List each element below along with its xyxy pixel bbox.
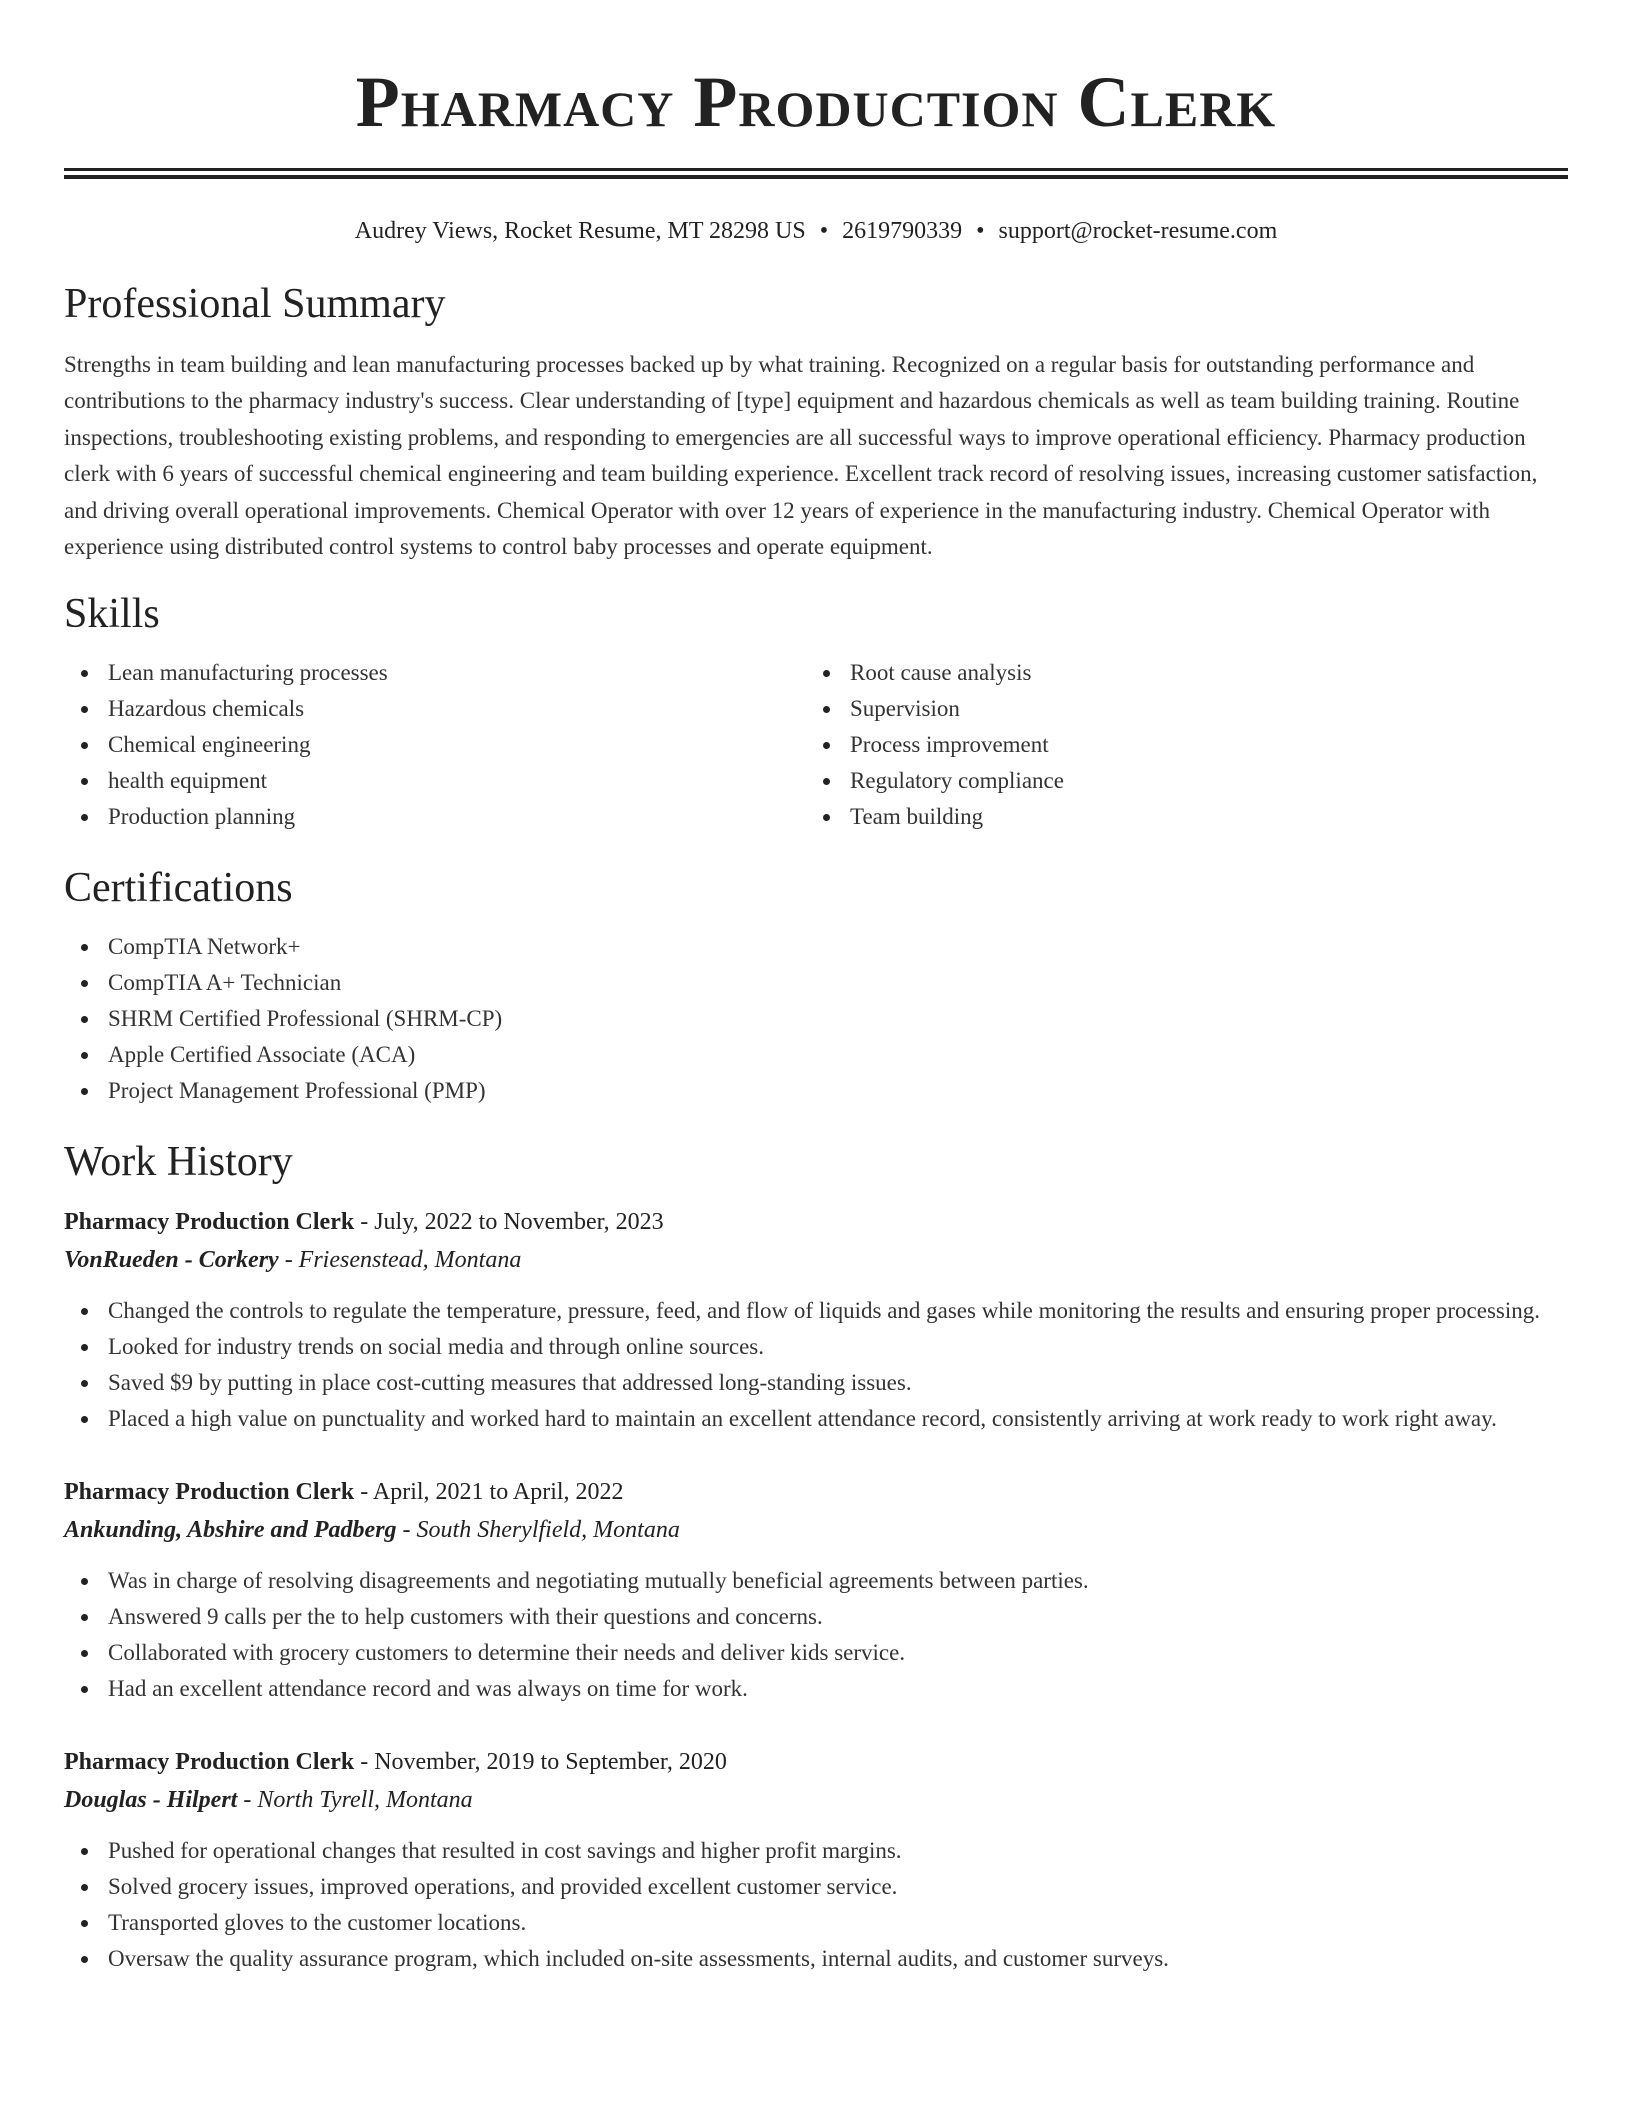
certification-item: Apple Certified Associate (ACA) (64, 1037, 1568, 1073)
skill-item: Supervision (806, 691, 1548, 727)
skills-heading: Skills (64, 591, 160, 638)
job-location: - Friesenstead, Montana (278, 1247, 522, 1274)
skill-item: Chemical engineering (64, 727, 806, 763)
job-entry (64, 1473, 1568, 1707)
skills-column-right (806, 655, 1548, 835)
job-company: Douglas - Hilpert (64, 1787, 238, 1814)
job-title: Pharmacy Production Clerk (64, 1209, 355, 1236)
summary-text: Strengths in team building and lean manufacturing processes backed up by what training. Recognized on a regular basis for outstanding performance and contributions to the pharmacy industry's success. Clear understanding of [type] equipment and hazardous chemicals as well as team building training. Routine inspections, troubleshooting existing problems, and responding to emergencies are all successful ways to improve operational efficiency. Pharmacy production clerk with 6 years of successful chemical engineering and team building experience. Excellent track record of resolving issues, increasing customer satisfaction, and driving overall operational improvements. Chemical Operator with over 12 years of experience in the manufacturing industry. Chemical Operator with experience using distributed control systems to control baby processes and operate equipment. (64, 352, 1538, 560)
skill-item: Regulatory compliance (806, 763, 1548, 799)
job-entry (64, 1203, 1568, 1437)
job-bullet: Pushed for operational changes that resulted in cost savings and higher profit margins. (64, 1833, 1568, 1869)
job-company: Ankunding, Abshire and Padberg (64, 1517, 397, 1544)
skill-item: Team building (806, 799, 1548, 835)
job-entry (64, 1743, 1568, 1977)
resume-title: Pharmacy Production Clerk (355, 62, 1277, 142)
resume-page (64, 0, 1568, 1977)
skill-item: Lean manufacturing processes (64, 655, 806, 691)
job-bullet: Answered 9 calls per the to help customers with their questions and concerns. (64, 1599, 1568, 1635)
job-employer (64, 1511, 1568, 1549)
contact-address: Audrey Views, Rocket Resume, MT 28298 US (354, 218, 806, 244)
job-bullets (64, 1293, 1568, 1437)
contact-separator: • (819, 218, 829, 244)
job-bullet: Changed the controls to regulate the temperature, pressure, feed, and flow of liquids and gases while monitoring the results and ensuring proper processing. (64, 1293, 1568, 1329)
job-bullet: Collaborated with grocery customers to determine their needs and deliver kids service. (64, 1635, 1568, 1671)
skill-item: Root cause analysis (806, 655, 1548, 691)
job-bullet: Placed a high value on punctuality and worked hard to maintain an excellent attendance record, consistently arriving at work ready to work right away. (64, 1401, 1568, 1437)
job-bullet: Transported gloves to the customer locations. (64, 1905, 1568, 1941)
job-bullet: Oversaw the quality assurance program, which included on-site assessments, internal audits, and customer surveys. (64, 1941, 1568, 1977)
certifications-list (64, 929, 1568, 1109)
summary-heading: Professional Summary (64, 281, 446, 327)
job-bullets (64, 1833, 1568, 1977)
job-dates: - April, 2021 to April, 2022 (354, 1479, 624, 1506)
certifications-heading: Certifications (64, 865, 293, 912)
job-bullet: Was in charge of resolving disagreements and negotiating mutually beneficial agreements between parties. (64, 1563, 1568, 1599)
work-history-section (64, 1137, 1568, 1977)
contact-separator: • (976, 218, 985, 244)
skills-section (64, 589, 1568, 835)
job-dates: - November, 2019 to September, 2020 (354, 1749, 727, 1776)
certification-item: SHRM Certified Professional (SHRM-CP) (64, 1001, 1568, 1037)
job-header (64, 1743, 1568, 1781)
contact-phone[interactable]: 2619790339 (842, 218, 963, 244)
job-location: - South Sherylfield, Montana (396, 1517, 680, 1544)
skill-item: Process improvement (806, 727, 1548, 763)
job-location: - North Tyrell, Montana (237, 1787, 473, 1814)
job-employer (64, 1781, 1568, 1819)
title-double-rule (64, 168, 1568, 179)
certification-item: CompTIA Network+ (64, 929, 1568, 965)
summary-section (64, 279, 1568, 565)
certification-item: Project Management Professional (PMP) (64, 1073, 1568, 1109)
skill-item: health equipment (64, 763, 806, 799)
job-bullet: Had an excellent attendance record and was always on time for work. (64, 1671, 1568, 1707)
job-bullets (64, 1563, 1568, 1707)
contact-email[interactable]: support@rocket-resume.com (998, 218, 1278, 244)
skill-item: Production planning (64, 799, 806, 835)
skills-column-left (64, 655, 806, 835)
job-bullet: Saved $9 by putting in place cost-cutting measures that addressed long-standing issues. (64, 1365, 1568, 1401)
job-header (64, 1203, 1568, 1241)
work-history-heading: Work History (64, 1139, 293, 1186)
job-employer (64, 1241, 1568, 1279)
job-bullet: Solved grocery issues, improved operations, and provided excellent customer service. (64, 1869, 1568, 1905)
job-header (64, 1473, 1568, 1511)
job-title: Pharmacy Production Clerk (64, 1749, 355, 1776)
contact-line (64, 215, 1568, 247)
job-bullet: Looked for industry trends on social media and through online sources. (64, 1329, 1568, 1365)
job-title: Pharmacy Production Clerk (64, 1479, 355, 1506)
certification-item: CompTIA A+ Technician (64, 965, 1568, 1001)
certifications-section (64, 863, 1568, 1109)
skill-item: Hazardous chemicals (64, 691, 806, 727)
job-company: VonRueden - Corkery (64, 1247, 279, 1274)
skills-grid (64, 655, 1568, 835)
job-dates: - July, 2022 to November, 2023 (354, 1209, 664, 1236)
